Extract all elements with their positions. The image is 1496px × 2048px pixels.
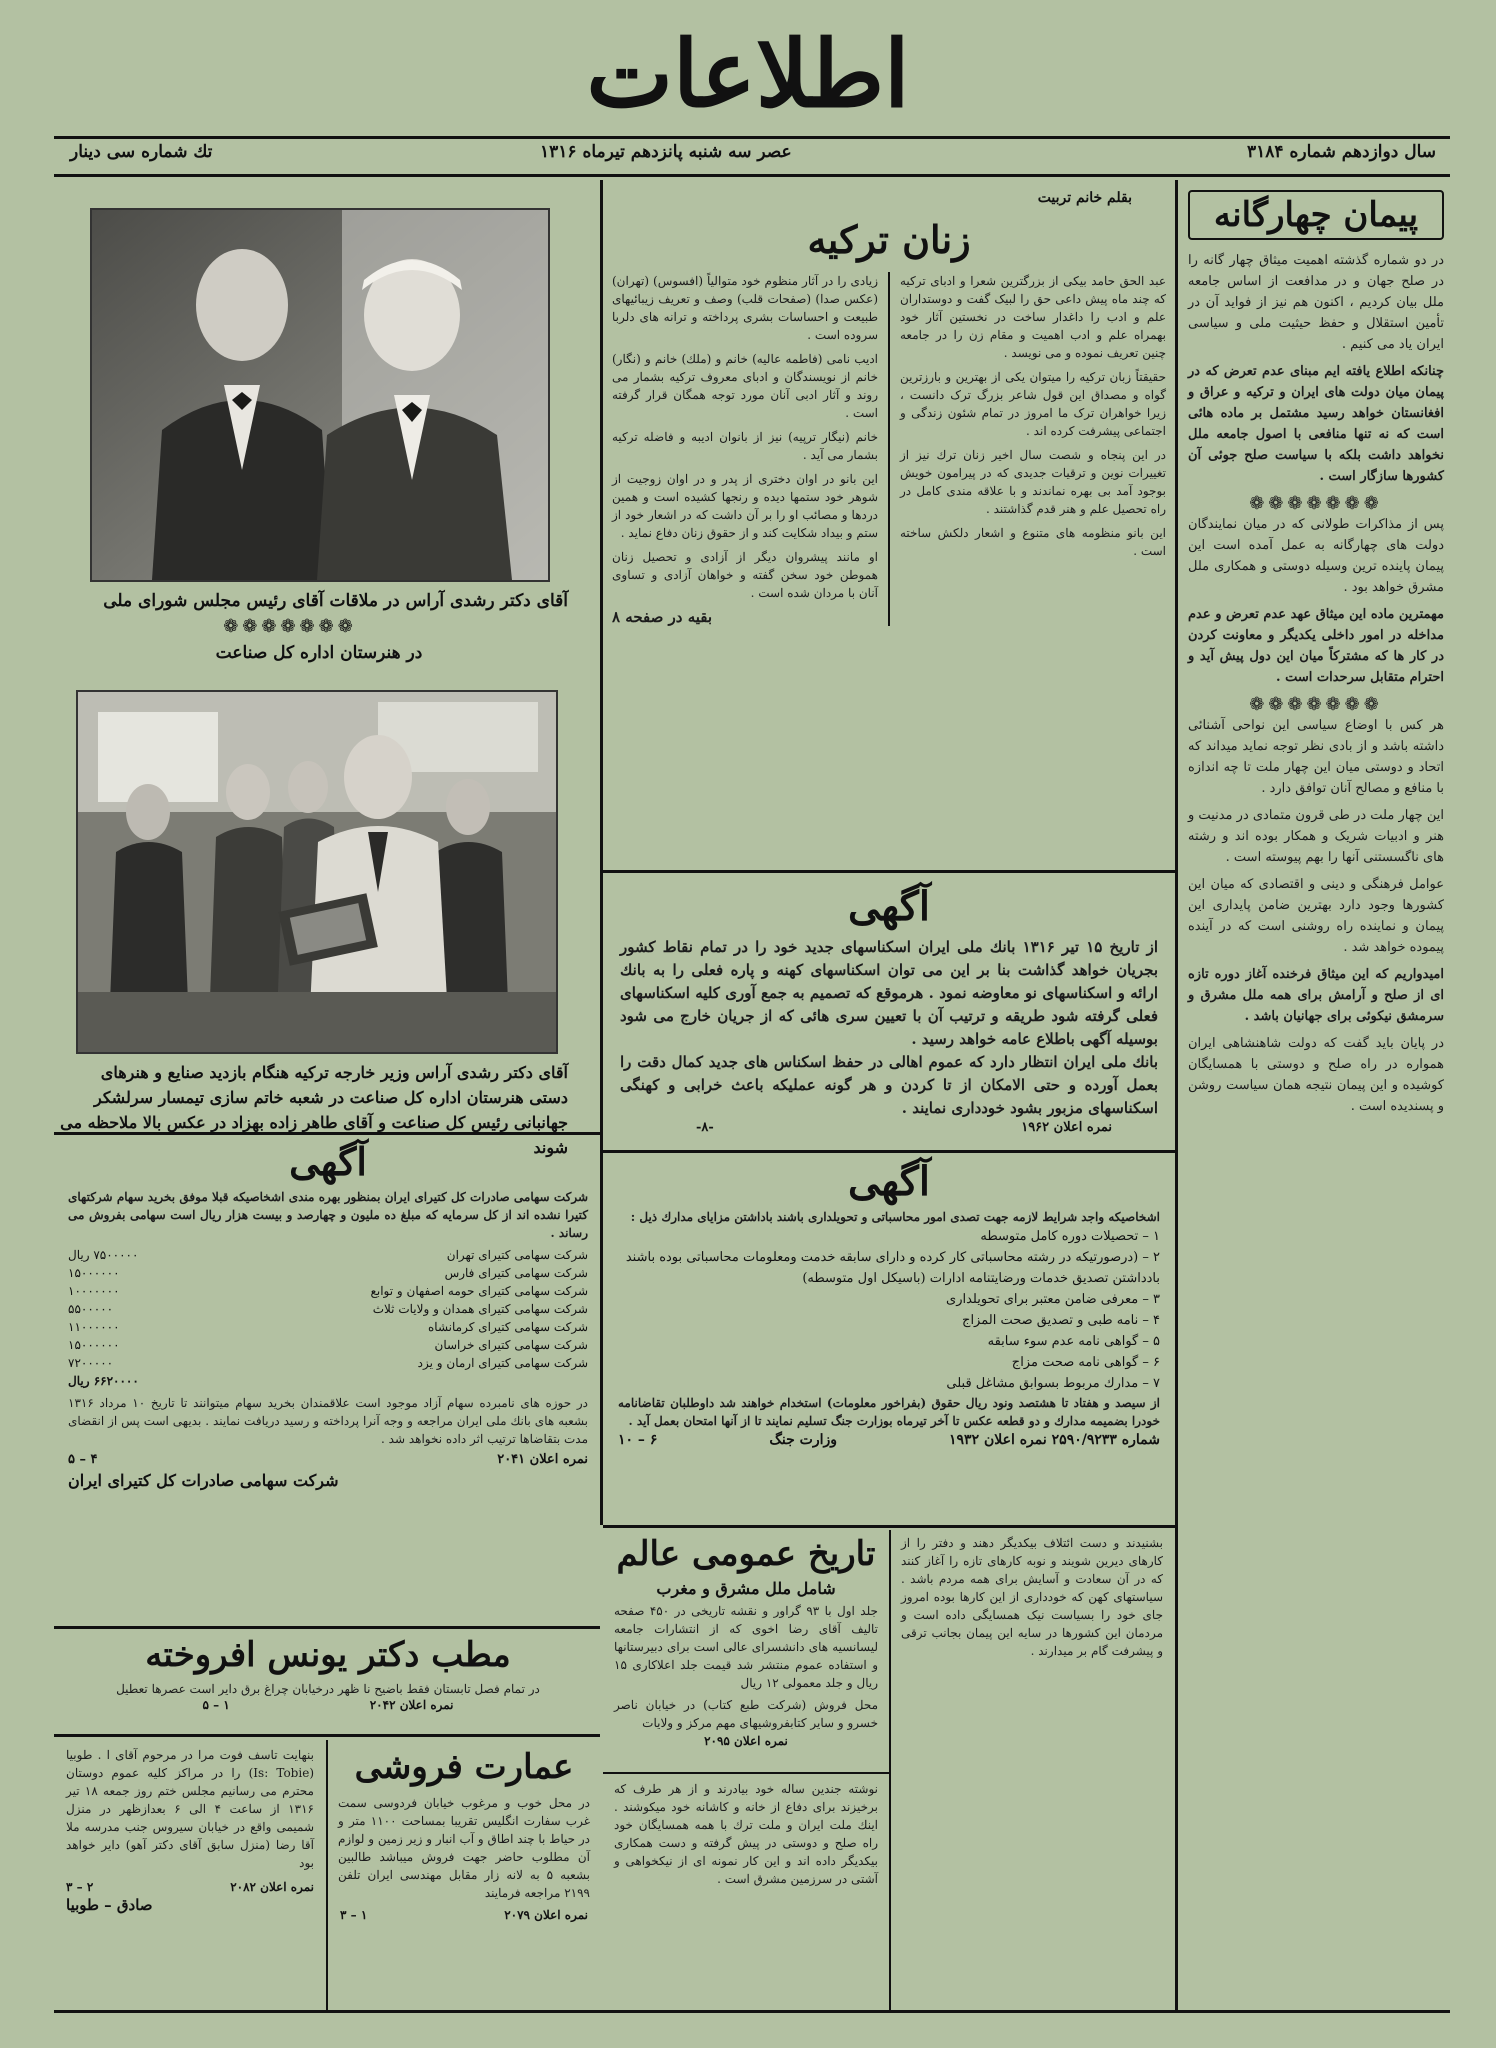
share-label: شرکت سهامی کتیرای حومه اصفهان و توابع bbox=[370, 1284, 588, 1298]
column-rule bbox=[889, 1530, 891, 2010]
column-rule bbox=[888, 272, 890, 626]
section-rule bbox=[54, 1734, 600, 1737]
women-paragraph: عبد الحق حامد بیکی از بزرگترین شعرا و ادبای ترکیه که چند ماه پیش داعی حق را لبیک گفت و دوستداران علم و ادب را داغدار ساخت در نخستین آثار خود بهمراه علم و ادب اهمیت و مقام زن را در جامعه چنین تعریف نموده و می نویسد . bbox=[899, 274, 1166, 360]
column-rule bbox=[600, 180, 603, 1525]
shares-list bbox=[58, 1242, 598, 1394]
shares-total-row bbox=[68, 1372, 588, 1390]
share-amount: ۱۰۰۰۰۰۰۰ bbox=[68, 1284, 120, 1298]
clinic-number: نمره اعلان ۲۰۴۲ bbox=[369, 1698, 454, 1712]
bank-notice-text-2: بانك ملی ایران انتظار دارد که عموم اهالی در حفظ اسکناس های جدید کمال دقت را بعمل آورده و حتی الامکان از تا کردن و هر گونه عملیکه باعث خرابی و کهنگی اسکناسهای مزبور بشود خودداری نمایند . bbox=[620, 1053, 1158, 1117]
trade-column-2 bbox=[606, 1776, 886, 2008]
trade-paragraph: نوشته جندین ساله خود بیادرند و از هر طرف که برخیزند برای دفاع از خانه و کاشانه خود میکوشند . اینك ملت ایران و ملت ترك با همه همسایگان خود راه صلح و دوستی در پیش گرفته و دست همکاری بیکدیگر داده اند و این کار نمونه ای از نیکخواهی و آشتی در سرزمین مشرق است . bbox=[614, 1782, 878, 1886]
bank-notice-mark: -۸- bbox=[696, 1120, 714, 1135]
ministry-notice-code: ۶ – ۱۰ bbox=[618, 1432, 658, 1448]
list-item bbox=[68, 1264, 588, 1282]
bank-notice-number: نمره اعلان ۱۹۶۲ bbox=[1021, 1120, 1112, 1135]
photo-image bbox=[92, 210, 548, 580]
share-amount: ۵۵۰۰۰۰۰ bbox=[68, 1302, 114, 1316]
treaty-body bbox=[1182, 250, 1450, 1117]
ministry-notice-list bbox=[606, 1226, 1172, 1394]
ornament-divider: ❁❁❁❁❁❁❁ bbox=[223, 616, 357, 637]
history-subtitle: شامل ملل مشرق و مغرب bbox=[656, 1579, 836, 1598]
photo2-caption: آقای دکتر رشدی آراس وزیر خارجه ترکیه هنگام بازدید صنایع و هنرهای دستی هنرستان اداره کل صناعت در شعبه خاتم سازی تیمسار سرلشکر جهانبانی رئیس کل صناعت و آقای طاهر زاده بهزاد در عکس بالا ملاحظه می شوند bbox=[60, 1063, 568, 1157]
share-amount: ۱۵۰۰۰۰۰۰ bbox=[68, 1338, 120, 1352]
masthead-rule-top bbox=[54, 136, 1450, 139]
shares-notice bbox=[58, 1136, 598, 1626]
list-item: ۶ – گواهی نامه صحت مزاج bbox=[1011, 1355, 1160, 1370]
condolence-text: بنهایت تاسف فوت مرا در مرحوم آقای ا . طوبیا (Is: Tobie) را در مراکز کلیه عموم دوستان محترم می رسانیم مجلس ختم روز جمعه ۱۸ تیر ۱۳۱۶ از ساعت ۴ الی ۶ بعدازظهر در منزل شمیمی واقع در خیابان سیروس جنب مدرسه ملا آقا رضا (منزل سابق آقای دکتر آهو) دایر خواهد بود bbox=[66, 1748, 314, 1870]
section-rule bbox=[603, 1525, 1175, 1528]
women-article bbox=[606, 186, 1172, 866]
list-item bbox=[68, 1246, 588, 1264]
section-rule bbox=[603, 870, 1175, 873]
treaty-paragraph: هر کس با اوضاع سیاسی این نواحی آشنائی داشته باشد و از بادی نظر توجه نماید میداند که اتحاد و دوستی میان این چهار ملت تا چه اندازه با منافع و مصالح آنان توافق دارد . bbox=[1188, 718, 1444, 796]
ministry-notice-signature: وزارت جنگ bbox=[769, 1432, 837, 1448]
history-title: تاریخ عمومی عالم bbox=[616, 1534, 876, 1574]
page-bottom-rule bbox=[54, 2010, 1450, 2013]
women-column-2 bbox=[612, 272, 878, 626]
list-item: ۱ – تحصیلات دوره کامل متوسطه bbox=[980, 1229, 1160, 1244]
shares-notice-intro: شرکت سهامی صادرات کل کتیرای ایران بمنظور بهره مندی اشخاصیکه قبلا موفق بخرید سهام شرکتهای کتیرا نشده اند از کل سرمایه که مبلغ ده ملیون و چهارصد و بیست هزار ریال است سهامی بفروش می رساند . bbox=[68, 1190, 588, 1240]
shares-notice-text: در حوزه های نامبرده سهام آزاد موجود است علاقمندان بخرید سهام میتوانند تا تاریخ ۱۰ مرداد ۱۳۱۶ بشعبه های بانك ملی ایران مراجعه و وجه آنرا پرداخته و رسید دریافت نمایند . بدیهی است پس از انقضای مدت بتقاضاها ترتیب اثر داده نخواهد شد . bbox=[68, 1396, 588, 1446]
clinic-ad bbox=[58, 1630, 598, 1730]
women-paragraph: در این پنجاه و شصت سال اخیر زنان ترك نیز از تغییرات نوین و ترقیات جدیدی که در پیرامون خویش بوجود آمد بی بهره نماندند و با علاقه مندی کامل در راه تحصیل علم و هنر قدم گذاشتند . bbox=[899, 448, 1166, 516]
treaty-title: پیمان چهارگانه bbox=[1188, 190, 1444, 240]
condolence-signature: صادق – طوبیا bbox=[66, 1896, 153, 1914]
trade-paragraph: بشنیدند و دست ائتلاف بیکدیگر دهند و دفتر را از کارهای دیرین شویند و نوبه کارهای تازه را آغاز کنند که در آن سعادت و آسایش برای همه مردم باشد . سیاستهای کهن که خودداری از این کارها بوده امروز جای خود را بسیاست نیک همسایگی داده است و مردمان این کشورها در سایه این پیمان بجانب ترقی و پیشرفت گام بر میدارند . bbox=[901, 1536, 1163, 1658]
condolence-ad bbox=[58, 1740, 322, 2010]
ministry-notice-intro: اشخاصیکه واجد شرایط لازمه جهت تصدی امور محاسباتی و تحویلداری باشند باداشتن مزایای مدارك ذیل : bbox=[630, 1210, 1160, 1224]
women-paragraph: ادیب نامی (فاطمه عالیه) خانم و (ملك) خانم و (نگار) خانم از نویسندگان و ادبای معروف ترکیه بشمار می روند و آثار ادبی آنان مورد توجه همگان قرار گرفته است . bbox=[612, 352, 879, 420]
photo1-caption-2: در هنرستان اداره کل صناعت bbox=[215, 643, 423, 663]
share-label: شرکت سهامی کتیرای ارمان و یزد bbox=[417, 1356, 588, 1370]
section-rule bbox=[54, 1626, 600, 1629]
photo-aras-meeting bbox=[90, 208, 550, 582]
shares-notice-signature: شرکت سهامی صادرات کل کتیرای ایران bbox=[68, 1471, 339, 1490]
list-item: ۲ – (درصورتیکه در رشته محاسباتی کار کرده و دارای سابقه خدمت ومعلومات محاسباتی بوده باشند بادداشتن تصدیق خدمات ورضایتنامه ادارات (باسیکل اول متوسطه) bbox=[625, 1250, 1160, 1286]
condolence-code: ۲ – ۳ bbox=[66, 1880, 94, 1894]
issue-date: عصر سه شنبه پانزدهم تیرماه ۱۳۱۶ bbox=[540, 142, 792, 162]
ministry-notice-title: آگهی bbox=[848, 1158, 930, 1205]
share-label: شرکت سهامی کتیرای خراسان bbox=[434, 1338, 588, 1352]
building-code: ۱ – ۳ bbox=[340, 1908, 368, 1922]
list-item: ۵ – گواهی نامه عدم سوء سابقه bbox=[987, 1334, 1160, 1349]
section-rule bbox=[603, 1150, 1175, 1153]
clinic-title: مطب دکتر یونس افروخته bbox=[145, 1635, 511, 1675]
women-paragraph: این بانو منظومه های متنوع و اشعار دلکش ساخته است . bbox=[899, 526, 1166, 558]
ornament-divider: ❁❁❁❁❁❁❁ bbox=[1249, 694, 1383, 715]
shares-total: ۶۶۲۰۰۰۰ ریال bbox=[68, 1374, 139, 1388]
treaty-paragraph: چنانکه اطلاع یافته ایم مبنای عدم تعرض که در پیمان میان دولت های ایران و ترکیه و عراق و افغانستان خواهد رسید مشتمل بر ماده هائی است که نه تنها منافعی با اصول جامعه ملل نخواهد داشت بلکه با سیاست صلح جوئی آن کشورها سازگار است . bbox=[1188, 364, 1444, 484]
list-item bbox=[68, 1318, 588, 1336]
share-label: شرکت سهامی کتیرای کرمانشاه bbox=[428, 1320, 588, 1334]
history-number: نمره اعلان ۲۰۹۵ bbox=[704, 1734, 788, 1748]
building-title: عمارت فروشی bbox=[354, 1747, 574, 1787]
women-byline: بقلم خانم تربیت bbox=[1037, 190, 1132, 206]
women-paragraph: زیادی را در آثار منظوم خود متوالیاً (افسوس) (تهران) (عکس صدا) (صفحات قلب) وصف و تعریف زیبائیهای طبیعت و احساسات بشری پرداخته و ترانه های دلربا سروده است . bbox=[612, 274, 879, 342]
issue-price: تك شماره سی دینار bbox=[70, 142, 213, 162]
bank-notice-title: آگهی bbox=[848, 883, 930, 930]
condolence-number: نمره اعلان ۲۰۸۲ bbox=[230, 1880, 314, 1894]
shares-notice-number: نمره اعلان ۲۰۴۱ bbox=[497, 1452, 588, 1467]
building-text: در محل خوب و مرغوب خیابان فردوسی سمت غرب سفارت انگلیس تقریبا بمساحت ۱۱۰۰ متر و در حیاط با چند اطاق و آب انبار و زیر زمین و لوازم آن مطلوب حاضر جهت فروش میباشد طالبین بشعبه ۵ به لانه زار مقابل مهندسی ایران تلفن ۲۱۹۹ مراجعه فرمایند bbox=[338, 1796, 590, 1900]
share-amount: ۱۵۰۰۰۰۰۰ bbox=[68, 1266, 120, 1280]
treaty-paragraph: امیدواریم که این میثاق فرخنده آغاز دوره تازه ای از صلح و آرامش برای همه ملل مشرق و سرمشق نیکوئی برای جهانیان باشد . bbox=[1188, 967, 1444, 1024]
section-rule bbox=[54, 1132, 600, 1135]
history-ad bbox=[606, 1530, 886, 1770]
women-paragraph: این بانو در اوان دختری از پدر و در اوان زوجیت از شوهر خود ستمها دیده و رنجها کشیده است و همین دردها و مصائب او را بر آن داشت که در اشعار خود از ستم و بیداد شکایت کند و از حقوق زنان دفاع نماید . bbox=[612, 472, 879, 540]
column-rule bbox=[1175, 180, 1178, 2010]
list-item: ۷ – مدارك مربوط بسوابق مشاغل قبلی bbox=[946, 1376, 1160, 1391]
ministry-notice bbox=[606, 1156, 1172, 1524]
section-rule bbox=[603, 1772, 889, 1774]
masthead-rule-bottom bbox=[54, 174, 1450, 177]
clinic-code: ۱ – ۵ bbox=[202, 1698, 230, 1712]
share-amount: ۱۱۰۰۰۰۰۰ bbox=[68, 1320, 120, 1334]
list-item bbox=[68, 1300, 588, 1318]
women-paragraph: او مانند پیشروان دیگر از آزادی و تحصیل زنان هموطن خود سخن گفته و خواهان آزادی و تساوی آنان با مردان شده است . bbox=[612, 550, 879, 600]
list-item bbox=[68, 1336, 588, 1354]
building-ad bbox=[330, 1740, 598, 2010]
ministry-notice-outro: از سیصد و هفتاد تا هشتصد ونود ریال حقوق (بفراخور معلومات) استخدام خواهند شد داوطلبان تقاضانامه خودرا بضمیمه مدارك و دو قطعه عکس تا آخر تیرماه بوزارت جنگ تسلیم نمایند تا از آنها امتحان بعمل آید . bbox=[618, 1396, 1160, 1428]
bank-notice bbox=[606, 878, 1172, 1146]
shares-notice-code: ۴ – ۵ bbox=[68, 1452, 98, 1467]
list-item: ۴ – نامه طبی و تصدیق صحت المزاج bbox=[962, 1313, 1160, 1328]
masthead-title: اطلاعات bbox=[586, 20, 910, 128]
issue-number: سال دوازدهم شماره ۳۱۸۴ bbox=[1247, 142, 1436, 162]
trade-column-1 bbox=[893, 1530, 1171, 2010]
share-label: شرکت سهامی کتیرای فارس bbox=[444, 1266, 588, 1280]
share-amount: ۷۵۰۰۰۰۰ ریال bbox=[68, 1248, 139, 1262]
women-paragraph: خانم (نیگار ترپیه) نیز از بانوان ادیبه و فاضله ترکیه بشمار می آید . bbox=[612, 430, 879, 462]
photo-aras-workshop bbox=[76, 690, 558, 1054]
photo-image bbox=[78, 692, 556, 1052]
ornament-divider: ❁❁❁❁❁❁❁ bbox=[1249, 493, 1383, 514]
clinic-text: در تمام فصل تابستان فقط باضیح نا ظهر درخیابان چراغ برق دایر است عصرها تعطیل bbox=[116, 1682, 540, 1696]
share-amount: ۷۲۰۰۰۰۰ bbox=[68, 1356, 114, 1370]
history-text: جلد اول با ۹۳ گراور و نقشه تاریخی در ۴۵۰ صفحه تالیف آقای رضا اخوی که از انتشارات جامعه لیسانسیه های دانشسرای عالی است برای دبیرستانها و استفاده عموم منتشر شد قیمت جلد اعلاکاری ۱۵ ریال و جلد معمولی ۱۲ ریال bbox=[614, 1604, 878, 1690]
treaty-paragraph: این چهار ملت در طی قرون متمادی در مدنیت و هنر و ادبیات شریک و همکار بوده اند و رشته های ناگسستنی آنها را بهم پیوسته است . bbox=[1188, 808, 1444, 865]
list-item: ۳ – معرفی ضامن معتبر برای تحویلداری bbox=[946, 1292, 1160, 1307]
treaty-paragraph: در دو شماره گذشته اهمیت میثاق چهار گانه را در صلح جهان و در مدافعت از اساس جامعه ملل بیان کردیم ، اکنون هم نیز از فواید آن در تأمین استقلال و حفظ حیثیت ملی و سیاسی ایران یاد می کنیم . bbox=[1188, 253, 1444, 352]
share-label: شرکت سهامی کتیرای تهران bbox=[446, 1248, 588, 1262]
continued-note: بقیه در صفحه ۸ bbox=[612, 608, 713, 626]
treaty-paragraph: در پایان باید گفت که دولت شاهنشاهی ایران همواره در راه صلح و دوستی با همسایگان کوشیده و این پیمان نتیجه همان سیاست روشن و پسندیده است . bbox=[1188, 1036, 1444, 1114]
treaty-paragraph: عوامل فرهنگی و دینی و اقتصادی که میان این کشورها وجود دارد بهترین ضامن پایداری این پیمان و نماینده راه روشنی است که در آینده پیموده خواهد شد . bbox=[1188, 877, 1444, 955]
list-item bbox=[68, 1282, 588, 1300]
women-paragraph: حقیقتاً زبان ترکیه را میتوان یکی از بهترین و بارزترین گواه و مصداق این قول شاعر بزرگ ترک دانست ، زیرا خواهران ترک ما امروز در تمام شئون زندگی و اجتماعی پیشرفت کرده اند . bbox=[899, 370, 1166, 438]
column-rule bbox=[326, 1740, 328, 2010]
shares-notice-title: آگهی bbox=[289, 1139, 367, 1184]
photo1-caption: آقای دکتر رشدی آراس در ملاقات آقای رئیس مجلس شورای ملی bbox=[103, 591, 568, 611]
ministry-notice-number: شماره ۲۵۹۰/۹۲۳۳ نمره اعلان ۱۹۳۲ bbox=[949, 1432, 1160, 1448]
list-item bbox=[68, 1354, 588, 1372]
building-number: نمره اعلان ۲۰۷۹ bbox=[504, 1908, 588, 1922]
share-label: شرکت سهامی کتیرای همدان و ولایات ثلاث bbox=[372, 1302, 588, 1316]
history-text-2: محل فروش (شرکت طبع کتاب) در خیابان ناصر خسرو و سایر کتابفروشیهای مهم مرکز و ولایات bbox=[614, 1698, 878, 1730]
treaty-paragraph: مهمترین ماده این میثاق عهد عدم تعرض و عدم مداخله در امور داخلی یکدیگر و معاونت کردن در کار ها که مشترکاً میان این دول پیش آید و احترام متقابل سرحدات است . bbox=[1188, 607, 1444, 685]
women-column-1 bbox=[900, 272, 1166, 626]
bank-notice-text: از تاریخ ۱۵ تیر ۱۳۱۶ بانك ملی ایران اسکناسهای جدید خود را در تمام نقاط کشور بجریان خواهد گذاشت بنا بر این می توان اسکناسهای کهنه و پاره فعلی را به بانك ارائه و اسکناسهای نو معاوضه نمود . هرموقع که تصمیم به جمع آوری کلیه اسکناسهای فعلی گرفته شود طریقه و ترتیب آن با تعیین سری هائی که از جریان خارج می شود بوسیله آگهی باطلاع عامه خواهد رسید . bbox=[620, 938, 1159, 1048]
treaty-paragraph: پس از مذاکرات طولانی که در میان نمایندگان دولت های چهارگانه به عمل آمده است این پیمان پاینده ترین وسیله دوستی و همکاری ملل مشرق خواهد بود . bbox=[1188, 517, 1444, 595]
women-title: زنان ترکیه bbox=[807, 217, 971, 262]
treaty-article bbox=[1182, 186, 1450, 2006]
